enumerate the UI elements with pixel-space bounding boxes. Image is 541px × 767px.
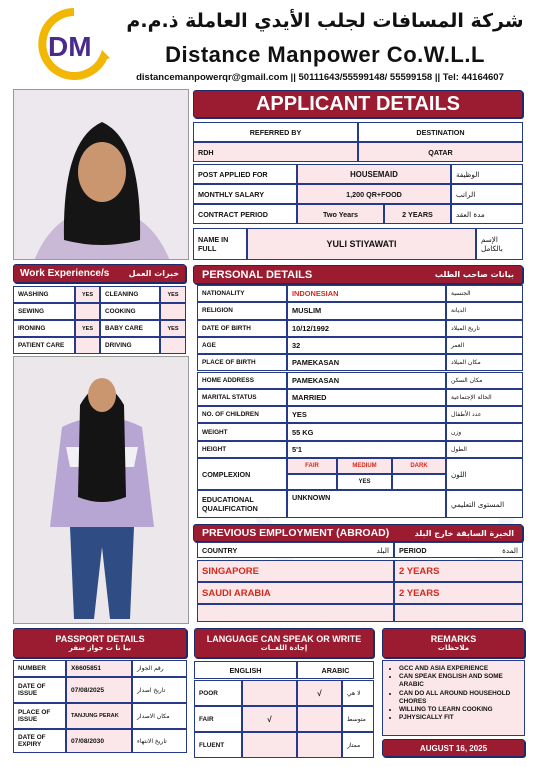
personal-field-label-arabic: وزن	[446, 423, 523, 440]
personal-field-label-arabic: الجنسية	[446, 285, 523, 302]
remarks-header: REMARKS ملاحظات	[382, 628, 525, 658]
work-skill-value	[160, 303, 186, 320]
passport-field-label-arabic: تاريخ الانتهاء	[132, 729, 187, 753]
complexion-dark: DARK	[392, 458, 446, 474]
passport-field-label: DATE OF EXPIRY	[13, 729, 66, 753]
personal-field-label-arabic: الطول	[446, 441, 523, 458]
personal-field-label: AGE	[197, 337, 287, 354]
language-level-label: POOR	[194, 680, 242, 706]
english-level-mark: √	[242, 706, 297, 732]
salary-label-arabic: الراتب	[451, 184, 523, 204]
work-skill-label: DRIVING	[100, 337, 160, 354]
company-name: Distance Manpower Co.W.L.L	[165, 42, 485, 67]
education-label: EDUCATIONAL QUALIFICATION	[197, 490, 287, 518]
work-skill-value: YES	[75, 286, 100, 303]
personal-field-label: HOME ADDRESS	[197, 372, 287, 389]
work-skill-label: IRONING	[13, 320, 75, 337]
employment-country-3	[197, 604, 394, 622]
personal-field-label-arabic: الحالة الإجتماعية	[446, 389, 523, 406]
work-skill-value: YES	[160, 286, 186, 303]
language-level-label-arabic: ممتاز	[342, 732, 374, 758]
applicant-full-body-photo	[13, 356, 189, 624]
passport-details-header: PASSPORT DETAILS بيا نا ت جواز سفر	[13, 628, 187, 658]
post-label: POST APPLIED FOR	[193, 164, 297, 184]
applicant-name: YULI STIYAWATI	[247, 228, 476, 260]
work-skill-label: SEWING	[13, 303, 75, 320]
language-header: LANGUAGE CAN SPEAK OR WRITE إجادة اللغــات	[194, 628, 374, 658]
passport-field-label-arabic: رقم الجواز	[132, 660, 187, 677]
remarks-box	[382, 660, 525, 736]
work-skill-value: YES	[160, 320, 186, 337]
contract-label-arabic: مدة العقد	[451, 204, 523, 224]
passport-field-value: 07/08/2030	[66, 729, 132, 753]
page-title: APPLICANT DETAILS	[193, 90, 523, 118]
personal-field-label-arabic: تاريخ الميلاد	[446, 320, 523, 337]
personal-field-label: HEIGHT	[197, 441, 287, 458]
referred-by-value: RDH	[193, 142, 358, 162]
personal-field-value: MARRIED	[287, 389, 446, 406]
work-skill-value: YES	[75, 320, 100, 337]
personal-field-label-arabic: العمر	[446, 337, 523, 354]
employment-period-3	[394, 604, 523, 622]
complexion-dark-mark	[392, 474, 446, 490]
work-skill-value	[75, 337, 100, 354]
language-level-label-arabic: متوسط	[342, 706, 374, 732]
personal-field-value: YES	[287, 406, 446, 423]
work-skill-label: WASHING	[13, 286, 75, 303]
arabic-level-mark: √	[297, 680, 342, 706]
period-column-header: PERIOD المدة	[394, 542, 523, 558]
personal-field-label: RELIGION	[197, 302, 287, 319]
remarks-list	[399, 665, 518, 722]
arabic-level-mark	[297, 706, 342, 732]
remark-item: • WILLING TO LEARN COOKING	[399, 706, 518, 714]
previous-employment-header: PREVIOUS EMPLOYMENT (ABROAD) الخبرة السابقة خارج البلد	[193, 524, 523, 542]
country-column-header: COUNTRY البلد	[197, 542, 394, 558]
personal-field-label: PLACE OF BIRTH	[197, 354, 287, 371]
education-label-arabic: المستوى التعليمي	[446, 490, 523, 518]
remark-item: • PJHYSICALLY FIT	[399, 714, 518, 722]
personal-field-value: 10/12/1992	[287, 320, 446, 337]
remark-item: • CAN SPEAK ENGLISH AND SOME ARABIC	[399, 673, 518, 689]
salary-value: 1,200 QR+FOOD	[297, 184, 451, 204]
remark-item: • GCC AND ASIA EXPERIENCE	[399, 665, 518, 673]
work-skill-value	[75, 303, 100, 320]
document-date: AUGUST 16, 2025	[382, 739, 525, 757]
complexion-medium: MEDIUM	[337, 458, 392, 474]
personal-field-label: NATIONALITY	[197, 285, 287, 302]
work-skill-value	[160, 337, 186, 354]
education-value: UNKNOWN	[287, 490, 446, 518]
arabic-level-mark	[297, 732, 342, 758]
complexion-medium-mark: YES	[337, 474, 392, 490]
post-value: HOUSEMAID	[297, 164, 451, 184]
work-skill-label: BABY CARE	[100, 320, 160, 337]
passport-field-value: 07/08/2025	[66, 677, 132, 703]
personal-field-label: DATE OF BIRTH	[197, 320, 287, 337]
company-name-arabic: شركة المسافات لجلب الأيدي العاملة ذ.م.م	[126, 10, 524, 32]
work-experience-header: Work Experience/s خبرات العمل	[13, 264, 186, 283]
name-label: NAME IN FULL	[193, 228, 247, 260]
work-skill-label: COOKING	[100, 303, 160, 320]
personal-field-label: MARITAL STATUS	[197, 389, 287, 406]
svg-text:DM: DM	[48, 31, 92, 62]
passport-field-value: X6605851	[66, 660, 132, 677]
personal-field-label-arabic: الديانة	[446, 302, 523, 319]
language-level-label-arabic: لا هي	[342, 680, 374, 706]
contact-info: distancemanpowerqr@gmail.com || 50111643/55599148/ 55599158 || Tel: 44164607	[136, 72, 504, 83]
complexion-label: COMPLEXION	[197, 458, 287, 490]
personal-field-value: MUSLIM	[287, 302, 446, 319]
destination-label: DESTINATION	[358, 122, 523, 142]
employment-country-1: SINGAPORE	[197, 560, 394, 582]
personal-field-value: INDONESIAN	[287, 285, 446, 302]
employment-period-2: 2 YEARS	[394, 582, 523, 604]
arabic-column-header: ARABIC	[297, 661, 374, 679]
personal-field-value: PAMEKASAN	[287, 372, 446, 389]
personal-field-label: NO. OF CHILDREN	[197, 406, 287, 423]
complexion-fair: FAIR	[287, 458, 337, 474]
employment-country-2: SAUDI ARABIA	[197, 582, 394, 604]
passport-field-label: DATE OF ISSUE	[13, 677, 66, 703]
english-level-mark	[242, 680, 297, 706]
personal-field-label-arabic: مكان الميلاد	[446, 354, 523, 371]
personal-details-header: PERSONAL DETAILS بيانات صاحب الطلب	[193, 265, 523, 284]
contract-label: CONTRACT PERIOD	[193, 204, 297, 224]
work-skill-label: PATIENT CARE	[13, 337, 75, 354]
passport-field-label-arabic: تاريخ اصدار	[132, 677, 187, 703]
contract-value: Two Years	[297, 204, 384, 224]
salary-label: MONTHLY SALARY	[193, 184, 297, 204]
personal-field-label: WEIGHT	[197, 423, 287, 440]
passport-field-label-arabic: مكان الاصدار	[132, 703, 187, 729]
personal-field-label-arabic: مكان السكن	[446, 372, 523, 389]
remark-item: • CAN DO ALL AROUND HOUSEHOLD CHORES	[399, 690, 518, 706]
passport-field-value: TANJUNG PERAK	[66, 703, 132, 729]
post-label-arabic: الوظيفة	[451, 164, 523, 184]
language-level-label: FAIR	[194, 706, 242, 732]
personal-field-value: PAMEKASAN	[287, 354, 446, 371]
complexion-label-arabic: اللون	[446, 458, 523, 490]
name-label-arabic: الإسم بالكامل	[476, 228, 523, 260]
passport-field-label: NUMBER	[13, 660, 66, 677]
contract-years: 2 YEARS	[384, 204, 451, 224]
english-level-mark	[242, 732, 297, 758]
complexion-fair-mark	[287, 474, 337, 490]
employment-period-1: 2 YEARS	[394, 560, 523, 582]
personal-field-value: 32	[287, 337, 446, 354]
destination-value: QATAR	[358, 142, 523, 162]
english-column-header: ENGLISH	[194, 661, 297, 679]
personal-field-value: 55 KG	[287, 423, 446, 440]
personal-field-value: 5'1	[287, 441, 446, 458]
passport-field-label: PLACE OF ISSUE	[13, 703, 66, 729]
referred-by-label: REFERRED BY	[193, 122, 358, 142]
language-level-label: FLUENT	[194, 732, 242, 758]
work-skill-label: CLEANING	[100, 286, 160, 303]
applicant-portrait-photo	[13, 89, 189, 260]
personal-field-label-arabic: عدد الأطفال	[446, 406, 523, 423]
